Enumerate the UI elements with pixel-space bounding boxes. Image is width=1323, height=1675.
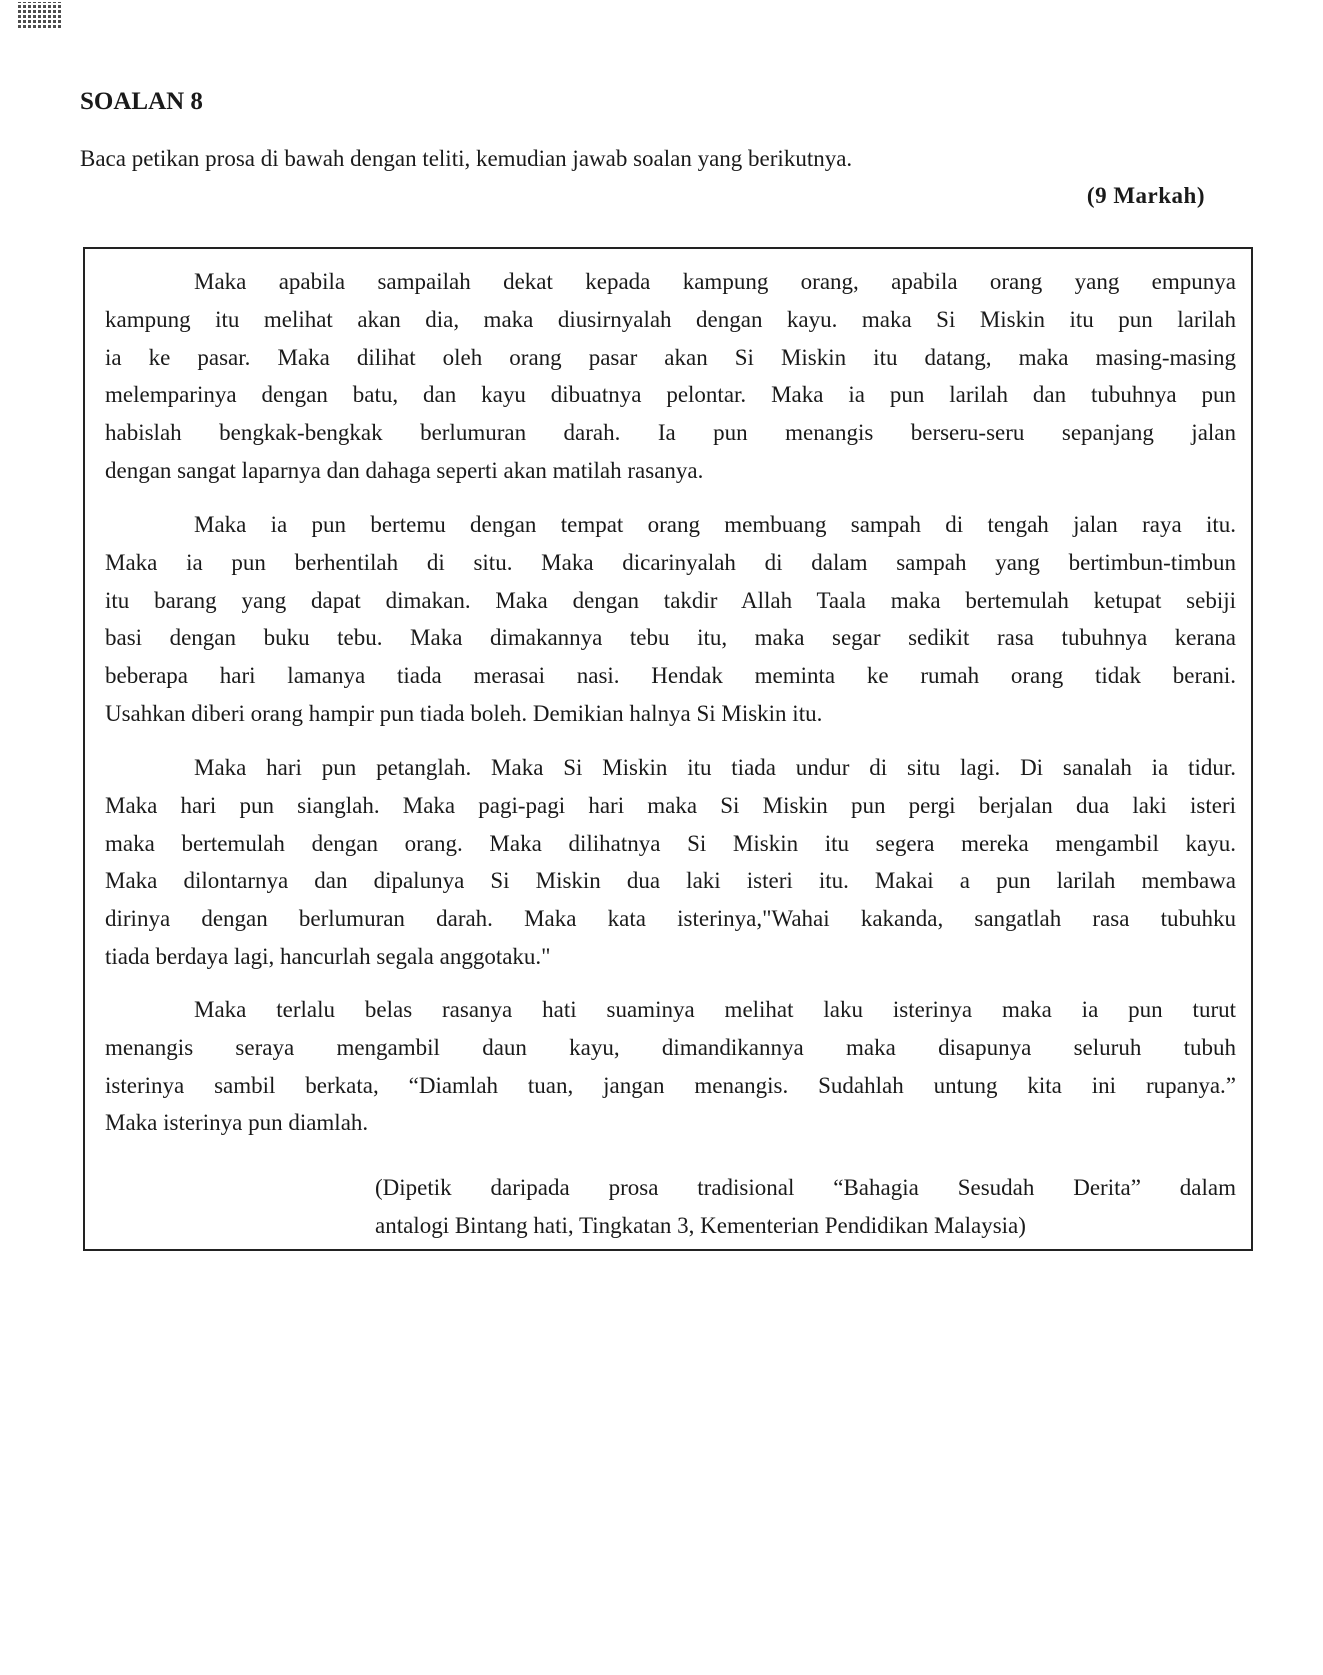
passage-line: Maka hari pun petanglah. Maka Si Miskin itu tiada undur di situ lagi. Di sanalah ia tidur. xyxy=(194,755,1236,780)
passage-paragraph xyxy=(105,506,1236,733)
passage-line: Maka ia pun bertemu dengan tempat orang membuang sampah di tengah jalan raya itu. xyxy=(194,512,1236,537)
passage-paragraph xyxy=(105,749,1236,976)
passage-line: beberapa hari lamanya tiada merasai nasi. Hendak meminta ke rumah orang tidak berani. xyxy=(105,663,1236,689)
question-title: SOALAN 8 xyxy=(80,88,203,115)
passage-line: isterinya sambil berkata, “Diamlah tuan, jangan menangis. Sudahlah untung kita ini rupanya.” xyxy=(105,1072,1236,1098)
passage-paragraph xyxy=(105,263,1236,490)
passage-line: Maka isterinya pun diamlah. xyxy=(105,1110,369,1136)
passage-line: menangis seraya mengambil daun kayu, dimandikannya maka disapunya seluruh tubuh xyxy=(105,1034,1236,1060)
passage-line: habislah bengkak-bengkak berlumuran darah. Ia pun menangis berseru-seru sepanjang jalan xyxy=(105,420,1236,446)
citation-line: antalogi Bintang hati, Tingkatan 3, Kementerian Pendidikan Malaysia) xyxy=(375,1212,1026,1238)
passage-box xyxy=(83,247,1253,1251)
passage-line: maka bertemulah dengan orang. Maka dilihatnya Si Miskin itu segera mereka mengambil kayu. xyxy=(105,830,1236,856)
passage-line: tiada berdaya lagi, hancurlah segala anggotaku." xyxy=(105,943,551,969)
passage-line: Maka ia pun berhentilah di situ. Maka dicarinyalah di dalam sampah yang bertimbun-timbun xyxy=(105,549,1236,575)
passage-line: ia ke pasar. Maka dilihat oleh orang pasar akan Si Miskin itu datang, maka masing-masing xyxy=(105,344,1236,370)
passage-paragraph xyxy=(105,991,1236,1142)
passage-line: Maka hari pun sianglah. Maka pagi-pagi hari maka Si Miskin pun pergi berjalan dua laki isteri xyxy=(105,792,1236,818)
qr-code-icon xyxy=(18,2,62,28)
citation-line: (Dipetik daripada prosa tradisional “Bahagia Sesudah Derita” dalam xyxy=(375,1175,1236,1200)
passage-line: Usahkan diberi orang hampir pun tiada boleh. Demikian halnya Si Miskin itu. xyxy=(105,700,823,726)
passage-line: basi dengan buku tebu. Maka dimakannya tebu itu, maka segar sedikit rasa tubuhnya kerana xyxy=(105,625,1236,651)
passage-line: Maka dilontarnya dan dipalunya Si Miskin dua laki isteri itu. Makai a pun larilah membawa xyxy=(105,868,1236,894)
passage-line: melemparinya dengan batu, dan kayu dibuatnya pelontar. Maka ia pun larilah dan tubuhnya pun xyxy=(105,382,1236,408)
citation xyxy=(375,1169,1236,1245)
marks-label: (9 Markah) xyxy=(1086,183,1205,208)
passage-line: itu barang yang dapat dimakan. Maka dengan takdir Allah Taala maka bertemulah ketupat sebiji xyxy=(105,587,1236,613)
passage-line: Maka terlalu belas rasanya hati suaminya melihat laku isterinya maka ia pun turut xyxy=(194,997,1236,1022)
passage-line: kampung itu melihat akan dia, maka diusirnyalah dengan kayu. maka Si Miskin itu pun larilah xyxy=(105,306,1236,332)
passage-line: dengan sangat laparnya dan dahaga seperti akan matilah rasanya. xyxy=(105,457,704,483)
passage-line: dirinya dengan berlumuran darah. Maka kata isterinya,"Wahai kakanda, sangatlah rasa tubuhku xyxy=(105,906,1236,932)
instruction-text: Baca petikan prosa di bawah dengan teliti, kemudian jawab soalan yang berikutnya. xyxy=(80,146,853,171)
passage-line: Maka apabila sampailah dekat kepada kampung orang, apabila orang yang empunya xyxy=(194,269,1236,294)
